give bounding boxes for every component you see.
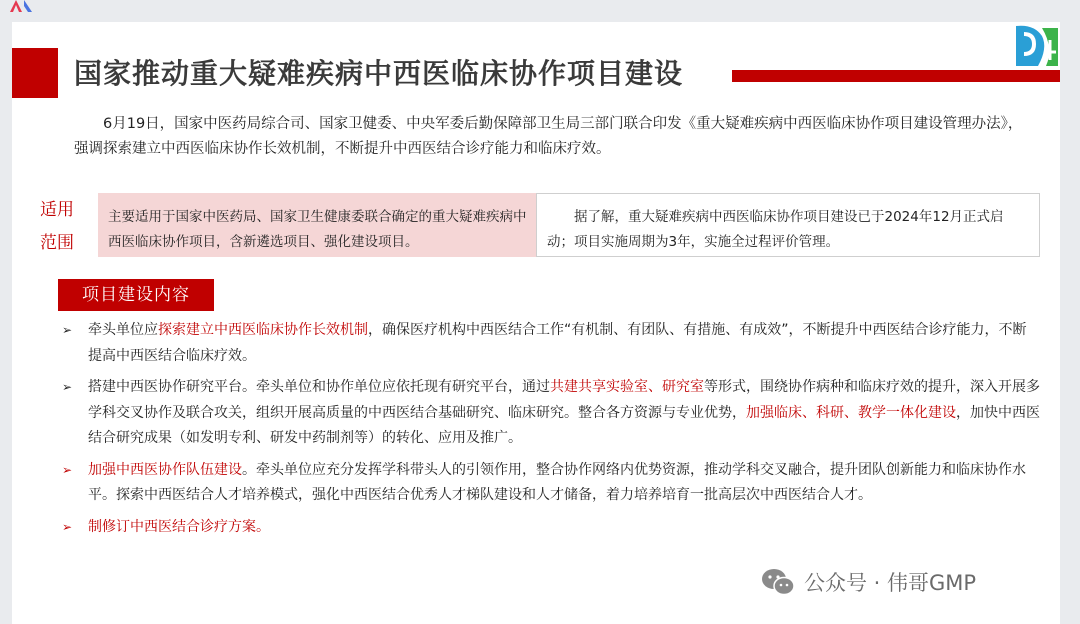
corner-logo-icon [1012,22,1060,70]
item-text: ，加快中西医结合研究成果（如发明专利、研发中药制剂等）的转化、应用及推广。 [88,404,1040,446]
arrow-bullet-icon: ➢ [62,519,73,534]
item-highlight: 探索建立中西医临床协作长效机制 [158,322,368,338]
title-accent-bar [12,48,58,98]
scope-launch-note: 据了解，重大疑难疾病中西医临床协作项目建设已于2024年12月正式启动；项目实施周期为3年，实施全过程评价管理。 [536,193,1040,257]
wechat-icon [760,567,796,597]
scope-label: 适用范围 [40,200,74,253]
slide [12,22,1060,624]
item-text: 。牵头单位应充分发挥学科带头人的引领作用，整合协作网络内优势资源，推动学科交叉融合，提升团队创新能力和临床协作水平。探索中西医结合人才培养模式，强化中西医结合优秀人才梯队建设和人才储备，着力培养培育一批高层次中西医结合人才。 [88,461,1026,503]
item-highlight: 共建共享实验室、研究室 [550,379,704,395]
section-heading: 项目建设内容 [58,279,214,311]
arrow-bullet-icon: ➢ [62,462,73,477]
list-item [62,318,1040,369]
content-list [62,318,1040,546]
item-text: 牵头单位应 [88,322,158,338]
scope-description: 主要适用于国家中医药局、国家卫生健康委联合确定的重大疑难疾病中西医临床协作项目，含新遴选项目、强化建设项目。 [98,193,538,257]
arrow-bullet-icon: ➢ [62,323,73,337]
item-text: 等形式，围绕协作病种和临床疗效的提升，深入开展多学科交叉协作及联合攻关，组织开展高质量的中西医结合基础研究、临床研究。整合各方资源与专业优势， [88,379,1040,421]
watermark-text: 公众号 · 伟哥GMP [804,571,977,595]
intro-paragraph: 6月19日，国家中医药局综合司、国家卫健委、中央军委后勤保障部卫生局三部门联合印发《重大疑难疾病中西医临床协作项目建设管理办法》，强调探索建立中西医临床协作长效机制，不断提升中西医结合诊疗能力和临床疗效。 [74,116,1023,157]
item-highlight: 加强临床、科研、教学一体化建设 [746,404,956,421]
app-logo-icon [6,0,40,12]
page-title: 国家推动重大疑难疾病中西医临床协作项目建设 [74,57,684,90]
arrow-bullet-icon: ➢ [62,380,73,394]
list-item [62,515,1040,541]
list-item [62,458,1040,509]
item-text: 搭建中西医协作研究平台。牵头单位和协作单位应依托现有研究平台，通过 [88,379,550,395]
item-highlight: 制修订中西医结合诊疗方案。 [88,518,270,535]
title-underline [732,70,1060,82]
item-highlight: 加强中西医协作队伍建设 [88,461,242,478]
item-text: ，确保医疗机构中西医结合工作“有机制、有团队、有措施、有成效”，不断提升中西医结合诊疗能力，不断提高中西医结合临床疗效。 [88,322,1027,364]
wechat-watermark [760,562,976,602]
list-item [62,375,1040,452]
